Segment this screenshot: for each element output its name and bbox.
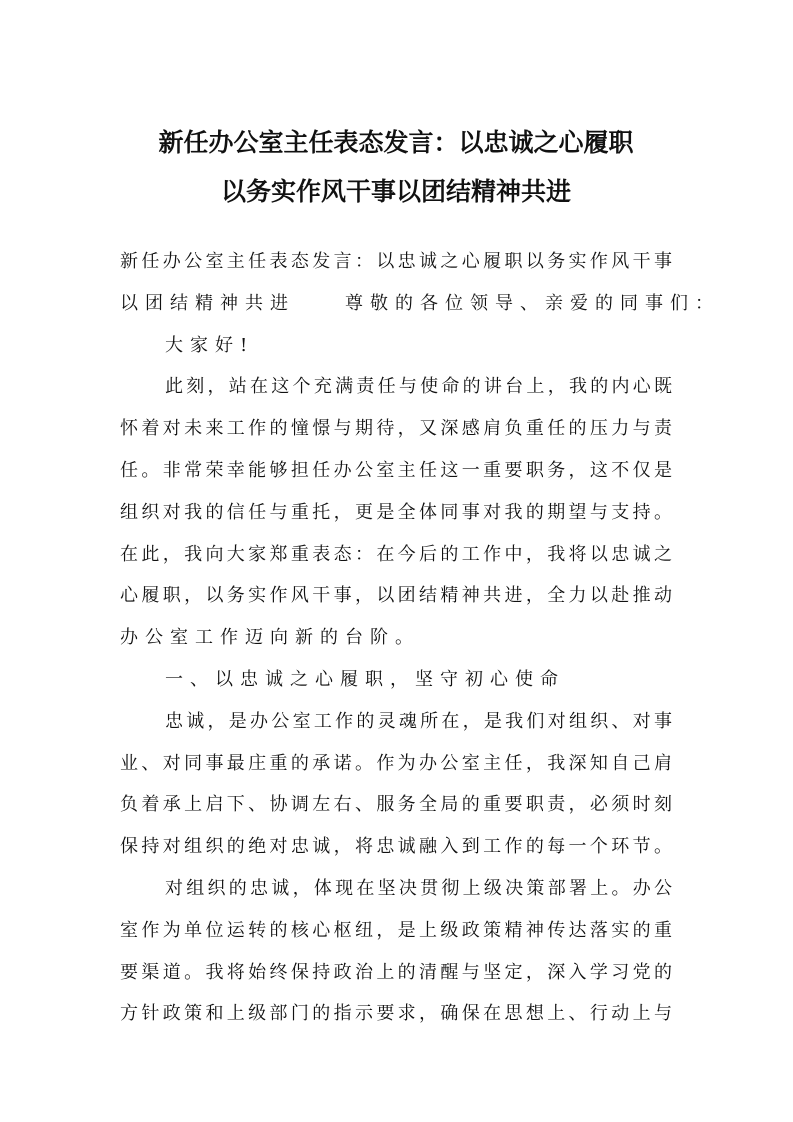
paragraph [120,325,672,367]
text-line: 负着承上启下、协调左右、服务全局的重要职责，必须时刻 [120,794,672,816]
text-line: 怀着对未来工作的憧憬与期待，又深感肩负重任的压力与责 [120,418,672,440]
text-line: 一、以忠诚之心履职，坚守初心使命 [165,668,565,690]
text-line: 保持对组织的绝对忠诚，将忠诚融入到工作的每一个环节。 [120,836,672,858]
text-line: 此刻，站在这个充满责任与使命的讲台上，我的内心既 [165,376,672,398]
text-line: 对组织的忠诚，体现在坚决贯彻上级决策部署上。办公 [165,877,672,899]
paragraph [120,366,672,659]
text-line: 新任办公室主任表态发言：以忠诚之心履职以务实作风干事 [120,251,672,272]
document-body [120,241,720,1035]
document-title-line-2: 以务实作风干事以团结精神共进 [220,177,571,206]
paragraph [120,701,672,868]
text-line: 办公室工作迈向新的台阶。 [120,627,420,649]
paragraph [120,659,672,701]
text-line: 任。非常荣幸能够担任办公室主任这一重要职务，这不仅是 [120,459,672,481]
text-line: 业、对同事最庄重的承诺。作为办公室主任，我深知自己肩 [120,752,672,774]
paragraph [120,241,720,325]
text-line: 心履职，以务实作风干事，以团结精神共进，全力以赴推动 [120,585,672,607]
text-line: 室作为单位运转的核心枢纽，是上级政策精神传达落实的重 [120,919,672,941]
text-line: 大家好! [165,334,255,356]
text-line: 以团结精神共进 尊敬的各位领导、亲爱的同事们： [120,292,720,314]
text-line: 组织对我的信任与重托，更是全体同事对我的期望与支持。 [120,501,672,523]
text-line: 方针政策和上级部门的指示要求，确保在思想上、行动上与 [120,1003,672,1025]
text-line: 在此，我向大家郑重表态：在今后的工作中，我将以忠诚之 [120,543,672,565]
text-line: 要渠道。我将始终保持政治上的清醒与坚定，深入学习党的 [120,961,672,983]
document-title-line-1: 新任办公室主任表态发言：以忠诚之心履职 [158,128,634,157]
text-line: 忠诚，是办公室工作的灵魂所在，是我们对组织、对事 [165,710,672,732]
paragraph [120,868,672,1035]
